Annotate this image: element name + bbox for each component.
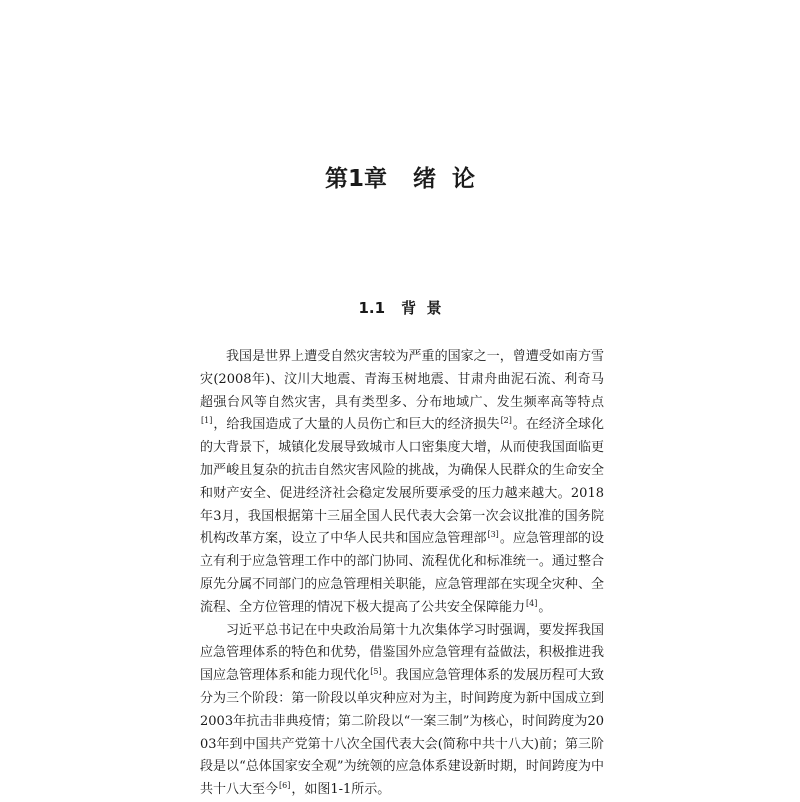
chapter-heading: [0, 162, 800, 196]
paragraph-text: 。应急管理部的设立有利于应急管理工作中的部门协同、流程优化和标准统一。通过整合原先分属不同部门的应急管理相关职能，应急管理部在实现全灾种、全流程、全方位管理的情况下极大提高了公共安全保障能力: [200, 531, 604, 615]
paragraph-2: [200, 620, 604, 802]
paragraph-text: 。在经济全球化的大背景下，城镇化发展导致城市人口密集度大增，从而使我国面临更加严峻且复杂的抗击自然灾害风险的挑战，为确保人民群众的生命安全和财产安全、促进经济社会稳定发展所要承受的压力越来越大。2018年3月，我国根据第十三届全国人民代表大会第一次会议批准的国务院机构改革方案，设立了中华人民共和国应急管理部: [200, 417, 604, 547]
paragraph-text: ，如图1-1所示。: [291, 782, 391, 798]
paragraph-text: 习近平总书记在中央政治局第十九次集体学习时强调，要发挥我国应急管理体系的特色和优势，借鉴国外应急管理有益做法，积极推进我国应急管理体系和能力现代化: [200, 622, 604, 684]
section-heading: [0, 296, 800, 320]
citation-ref: [1]: [201, 416, 213, 426]
section-number: 1.1: [358, 299, 386, 317]
paragraph-text: 我国是世界上遭受自然灾害较为严重的国家之一，曾遭受如南方雪灾(2008年)、汶川大地震、青海玉树地震、甘肃舟曲泥石流、利奇马超强台风等自然灾害，具有类型多、分布地域广、发生频率高等特点: [200, 349, 604, 410]
citation-ref: [6]: [279, 781, 291, 791]
section-title-text: 背 景: [401, 299, 442, 317]
paragraph-text: 。我国应急管理体系的发展历程可大致分为三个阶段：第一阶段以单灾种应对为主，时间跨度为新中国成立到2003年抗击非典疫情；第二阶段以“一案三制”为核心，时间跨度为2003年到中国共产党第十八次全国代表大会(简称中共十八大)前；第三阶段是以“总体国家安全观”为统领的应急体系建设新时期，时间跨度为中共十八大至今: [200, 668, 604, 798]
chapter-title-text: 绪 论: [413, 166, 476, 192]
citation-ref: [5]: [370, 667, 382, 677]
citation-ref: [4]: [526, 598, 538, 608]
paragraph-text: 。: [538, 599, 552, 615]
citation-ref: [2]: [500, 416, 512, 426]
paragraph-text: ，给我国造成了大量的人员伤亡和巨大的经济损失: [213, 417, 500, 433]
chapter-number: 第1章: [324, 166, 387, 192]
paragraph-1: [200, 346, 604, 620]
body-text: [200, 346, 604, 802]
citation-ref: [3]: [487, 530, 499, 540]
